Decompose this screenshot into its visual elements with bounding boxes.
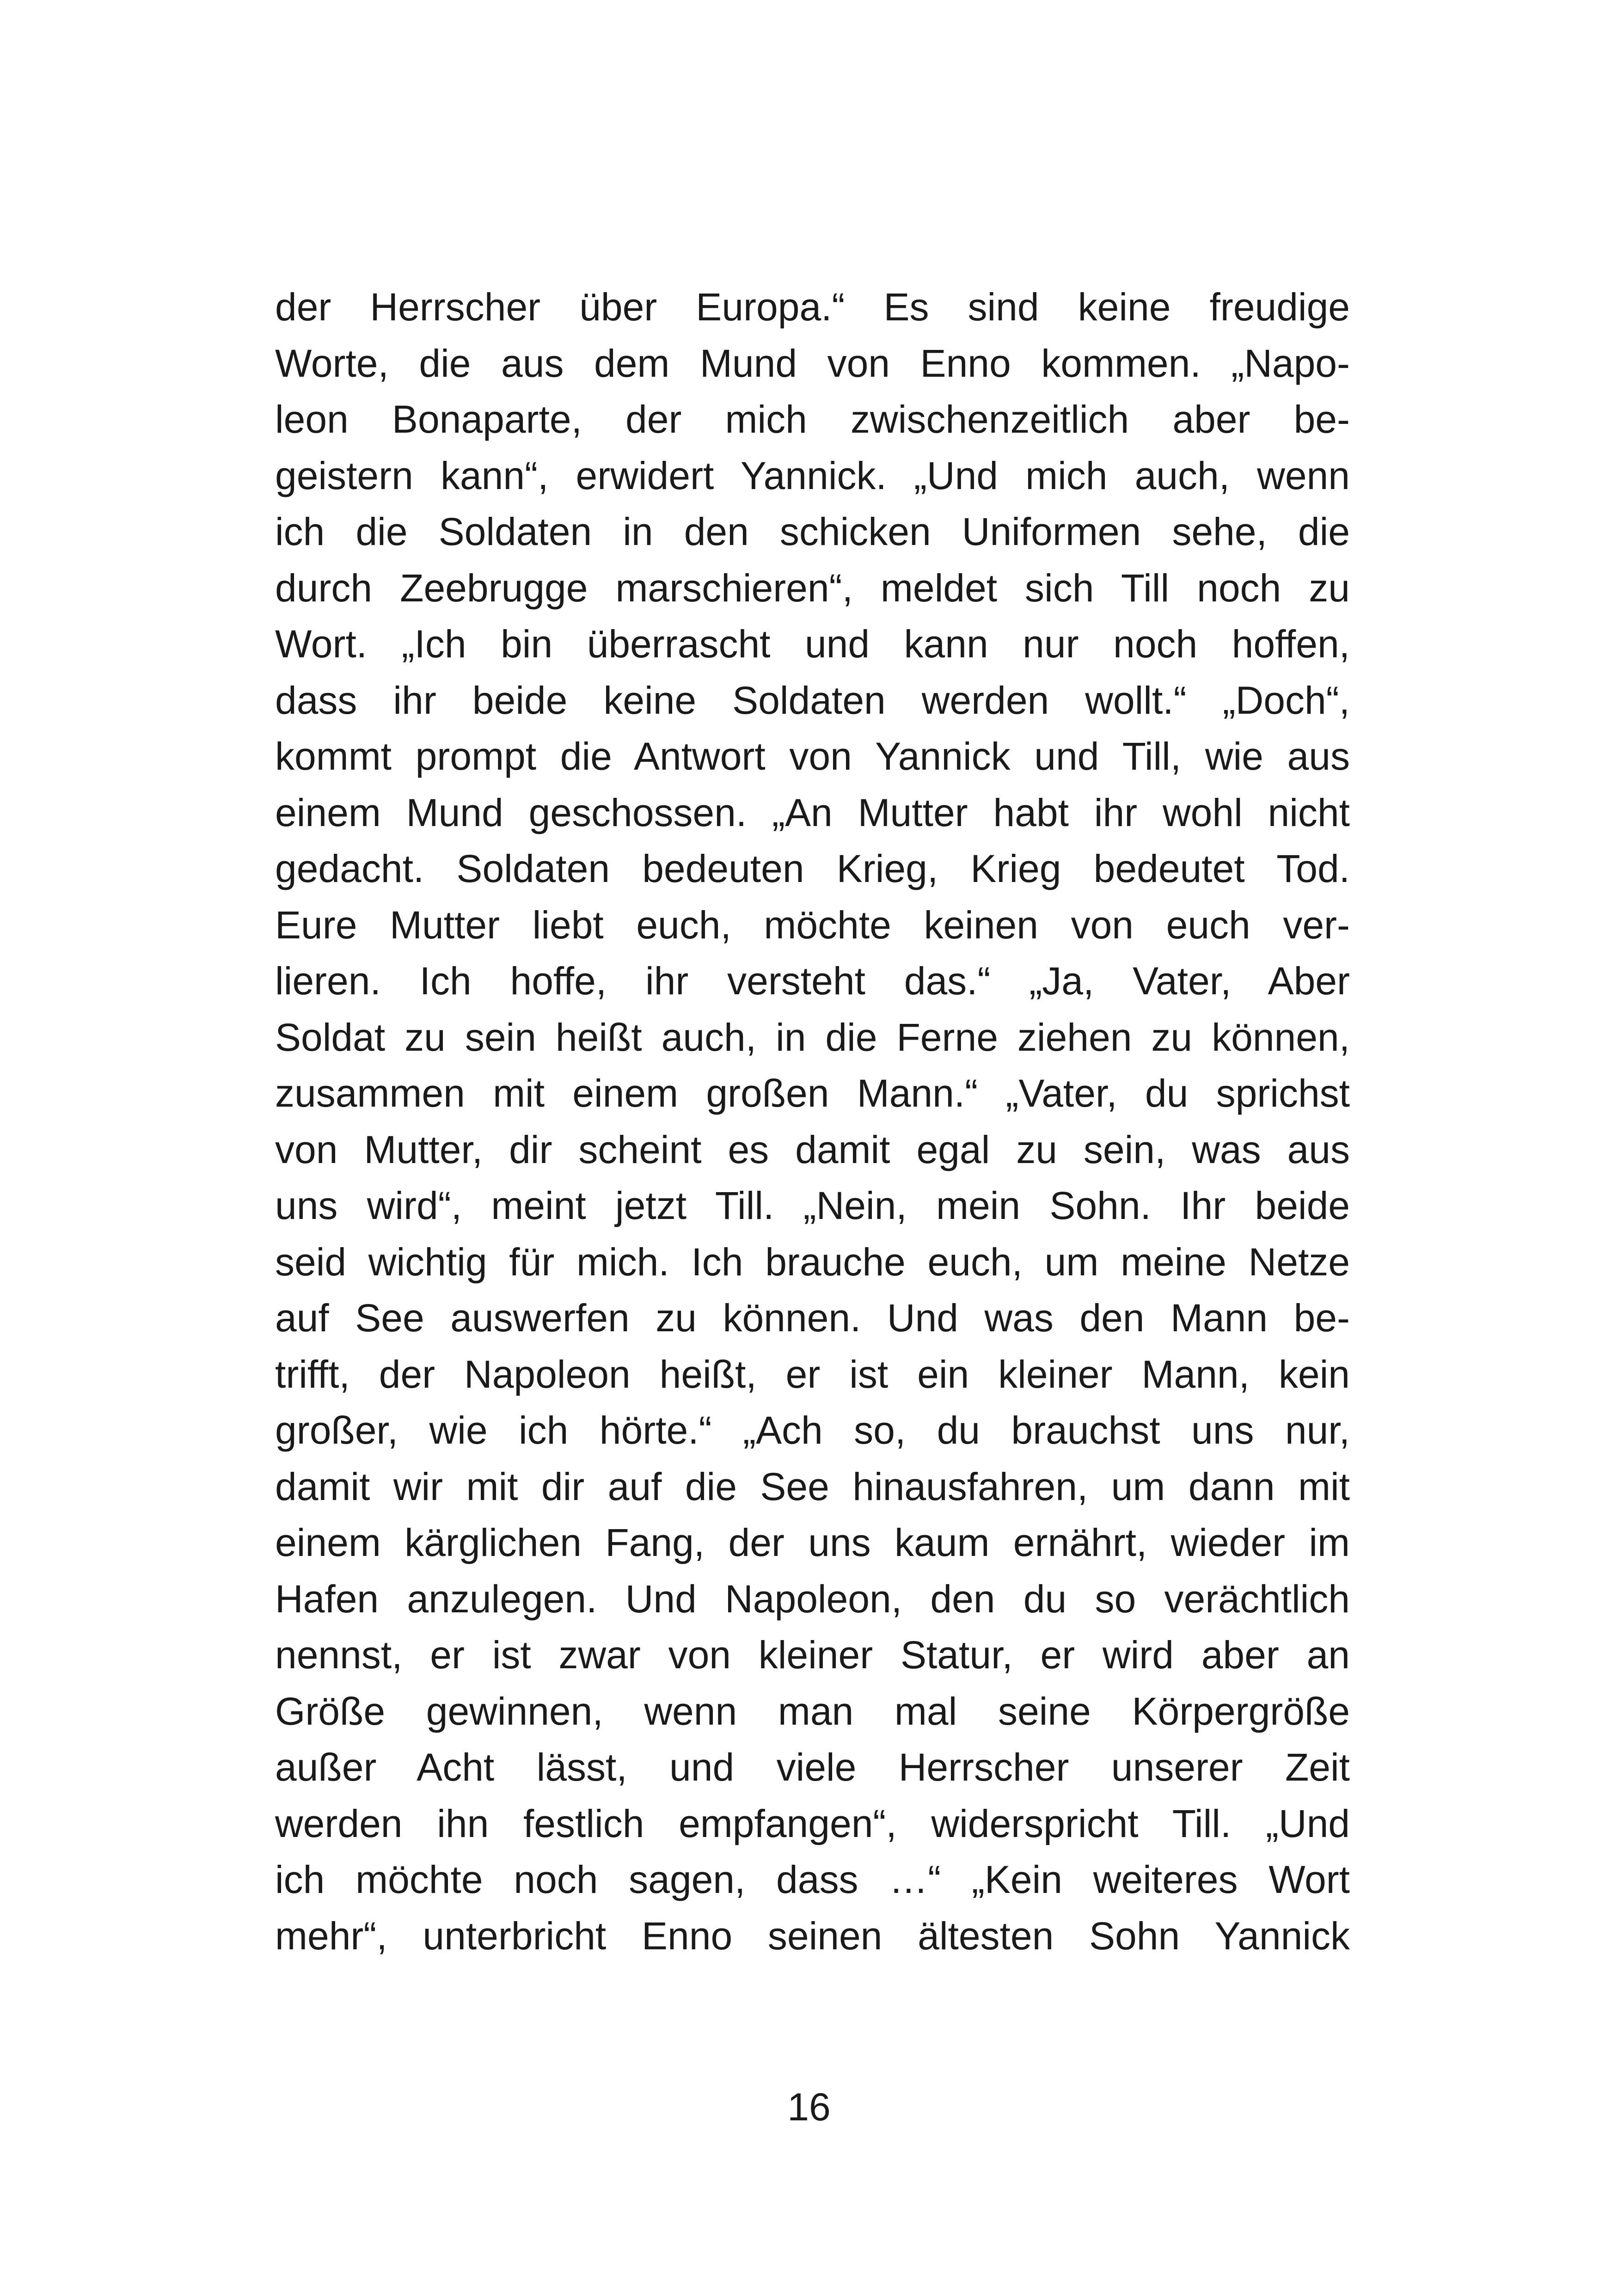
text-line: auf See auswerfen zu können. Und was den Mann be- <box>275 1296 1350 1340</box>
text-line: mehr“, unterbricht Enno seinen ältesten Sohn Yannick <box>275 1914 1350 1958</box>
text-line: leon Bonaparte, der mich zwischenzeitlich aber be- <box>275 398 1350 441</box>
body-text <box>275 279 1350 1964</box>
text-line: lieren. Ich hoffe, ihr versteht das.“ „Ja, Vater, Aber <box>275 959 1350 1003</box>
text-line: ich die Soldaten in den schicken Uniformen sehe, die <box>275 510 1350 553</box>
text-line: einem Mund geschossen. „An Mutter habt ihr wohl nicht <box>275 790 1350 834</box>
text-line: großer, wie ich hörte.“ „Ach so, du brauchst uns nur, <box>275 1408 1350 1452</box>
text-line: damit wir mit dir auf die See hinausfahren, um dann mit <box>275 1464 1350 1508</box>
text-line: trifft, der Napoleon heißt, er ist ein kleiner Mann, kein <box>275 1352 1350 1396</box>
text-line: Worte, die aus dem Mund von Enno kommen. „Napo- <box>275 341 1350 385</box>
text-line: einem kärglichen Fang, der uns kaum ernährt, wieder im <box>275 1521 1350 1564</box>
text-line: Wort. „Ich bin überrascht und kann nur noch hoffen, <box>275 622 1350 666</box>
text-line: uns wird“, meint jetzt Till. „Nein, mein Sohn. Ihr beide <box>275 1184 1350 1227</box>
text-line: kommt prompt die Antwort von Yannick und Till, wie aus <box>275 735 1350 778</box>
text-line: seid wichtig für mich. Ich brauche euch, um meine Netze <box>275 1240 1350 1284</box>
text-line: Eure Mutter liebt euch, möchte keinen von euch ver- <box>275 903 1350 947</box>
text-line: ich möchte noch sagen, dass …“ „Kein weiteres Wort <box>275 1858 1350 1901</box>
text-line: der Herrscher über Europa.“ Es sind keine freudige <box>275 285 1350 329</box>
text-line: Hafen anzulegen. Und Napoleon, den du so verächtlich <box>275 1577 1350 1621</box>
text-line: gedacht. Soldaten bedeuten Krieg, Krieg bedeutet Tod. <box>275 847 1350 890</box>
text-line: dass ihr beide keine Soldaten werden wollt.“ „Doch“, <box>275 678 1350 722</box>
text-line: durch Zeebrugge marschieren“, meldet sich Till noch zu <box>275 566 1350 610</box>
text-line: zusammen mit einem großen Mann.“ „Vater, du sprichst <box>275 1071 1350 1115</box>
text-line: Soldat zu sein heißt auch, in die Ferne ziehen zu können, <box>275 1015 1350 1059</box>
text-line: von Mutter, dir scheint es damit egal zu sein, was aus <box>275 1127 1350 1171</box>
text-line: außer Acht lässt, und viele Herrscher unserer Zeit <box>275 1745 1350 1789</box>
text-line: geistern kann“, erwidert Yannick. „Und mich auch, wenn <box>275 453 1350 497</box>
text-line: Größe gewinnen, wenn man mal seine Körpergröße <box>275 1689 1350 1733</box>
text-line: nennst, er ist zwar von kleiner Statur, er wird aber an <box>275 1633 1350 1677</box>
page-number: 16 <box>787 2085 831 2129</box>
text-line: werden ihn festlich empfangen“, widerspricht Till. „Und <box>275 1801 1350 1845</box>
